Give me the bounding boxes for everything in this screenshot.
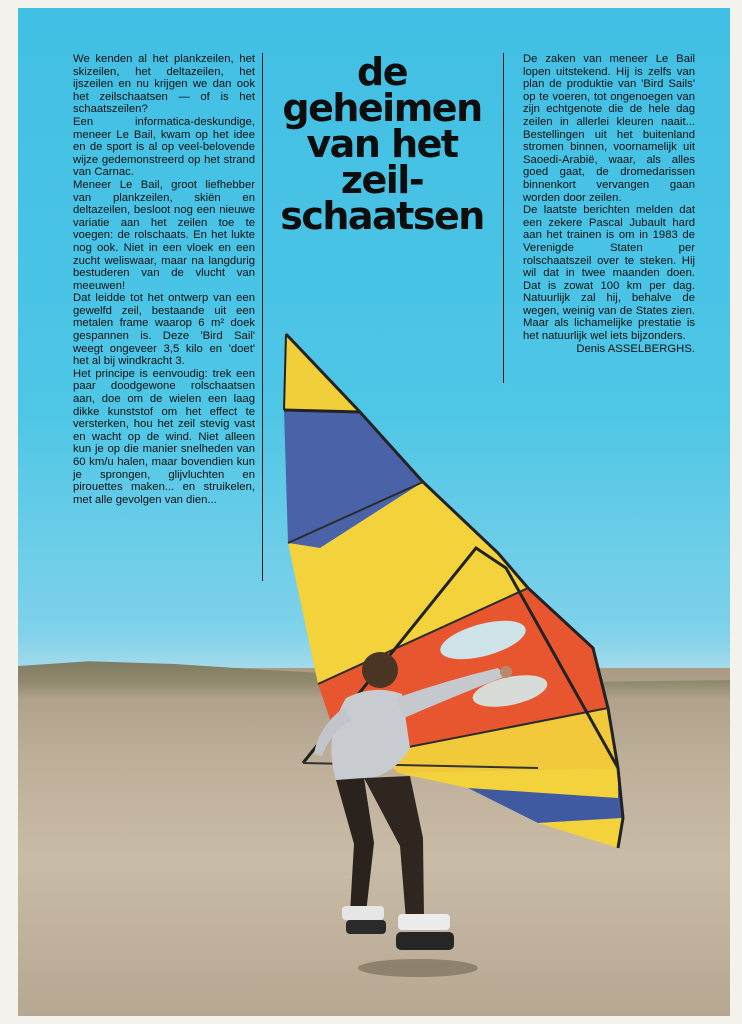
paragraph: De zaken van meneer Le Bail lopen uitstekend. Hij is zelfs van plan de produktie van 'Bird Sails' op te voeren, tot ongenoegen van zijn echtgenote die de hele dag zeilen in allerlei kleuren naait... Bestellingen uit het buitenland stromen binnen, voornamelijk uit Saoedi-Arabië, waar, als alles goed gaat, de dromedarissen binnenkort vervangen gaan worden door zeilen. (523, 53, 695, 204)
title-line: van het (306, 122, 458, 166)
author-signature: Denis ASSELBERGHS. (576, 342, 695, 355)
article-title (266, 50, 498, 238)
paragraph: Een informatica-deskundige, meneer Le Bail, kwam op het idee en de sport is al op veel-belovende wijze gedemonstreerd op het strand van Carnac. (73, 115, 255, 179)
column-divider-right (503, 53, 504, 383)
title-line: geheimen (282, 86, 482, 130)
article-column-right (523, 53, 695, 355)
paragraph: Meneer Le Bail, groot liefhebber van plankzeilen, skiën en deltazeilen, besloot nog een nieuwe variatie aan het zeilen toe te voegen: de rolschaats. En het lukte nog ook. Niet in een vloek en een zucht weliswaar, maar na langdurig bestuderen van de vlucht van meeuwen! (73, 178, 255, 292)
paragraph: We kenden al het plankzeilen, het skizeilen, het deltazeilen, het ijszeilen en nu krijgen we dan ook het zeilschaatsen — of is het schaatszeilen? (73, 53, 255, 116)
title-line: schaatsen (280, 194, 484, 238)
paragraph: Het principe is eenvoudig: trek een paar doodgewone rolschaatsen aan, doe om de wielen een laag dikke kunststof om het effect te versterken, hou het zeil stevig vast en wacht op de wind. Niet alleen kun je op die manier snelheden van 60 km/u halen, maar bovendien kun je sprongen, glijvluchten en pirouettes maken... en struikelen, met alle gevolgen van dien... (73, 367, 255, 506)
title-line: de (357, 50, 407, 94)
paragraph: De laatste berichten melden dat een zekere Pascal Jubault hard aan het trainen is om in 1983 de Verenigde Staten per rolschaatszeil over te steken. Hij wil dat in twee maanden doen. Dat is zowat 100 km per dag. Natuurlijk zal hij, behalve de wegen, weinig van de States zien. Maar als lichamelijke prestatie is het natuurlijk wel iets bijzonders. (523, 204, 695, 343)
paragraph: Dat leidde tot het ontwerp van een gewelfd zeil, bestaande uit een metalen frame waarop 6 m² doek gespannen is. Deze 'Bird Sail' weegt ongeveer 3,5 kilo en 'doet' het al bij windkracht 3. (73, 292, 255, 368)
article-column-left (73, 53, 255, 506)
column-divider-left (262, 53, 263, 581)
magazine-page (18, 8, 730, 1016)
title-line: zeil- (340, 158, 424, 202)
